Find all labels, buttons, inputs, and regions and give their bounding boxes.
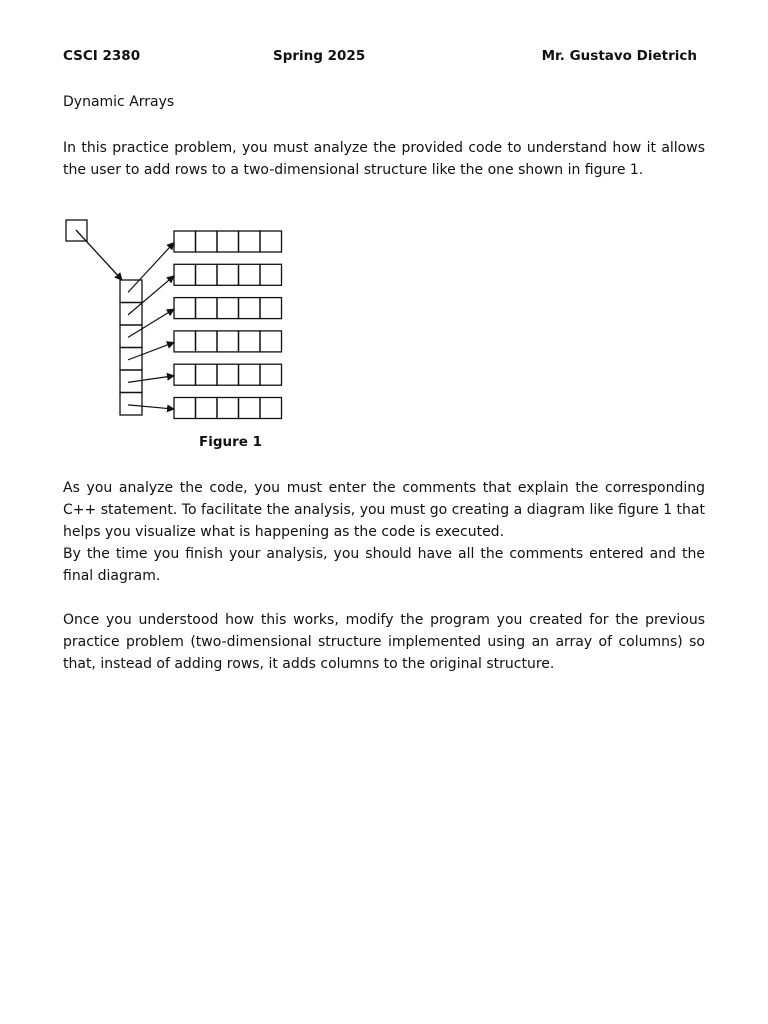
row-cell bbox=[196, 398, 218, 419]
course-code: CSCI 2380 bbox=[63, 48, 141, 64]
row-cell bbox=[239, 264, 261, 285]
row-cell bbox=[260, 298, 282, 319]
intro-paragraph: In this practice problem, you must analyze the provided code to understand how it allows the user to add rows to a two-dimensional structure like the one shown in figure 1. bbox=[63, 140, 705, 178]
row-cell bbox=[196, 298, 218, 319]
row-cell bbox=[174, 231, 196, 252]
analysis-text-1: As you analyze the code, you must enter the comments that explain the corresponding C++ statement. To facilitate the analysis, you must go creating a diagram like figure 1 that helps you visualize what is happening as the code is executed. bbox=[63, 480, 705, 540]
modify-paragraph: Once you understood how this works, modify the program you created for the previous practice problem (two-dimensional structure implemented using an array of columns) so that, instead of adding rows, it adds columns to the original structure. bbox=[63, 612, 705, 672]
row-pointer-arrow bbox=[128, 405, 174, 409]
row-cell bbox=[260, 264, 282, 285]
row-cell bbox=[239, 364, 261, 385]
pointer-array-cell bbox=[120, 393, 142, 416]
document-header bbox=[63, 48, 703, 68]
row-cell bbox=[217, 298, 239, 319]
analysis-paragraph bbox=[63, 477, 705, 587]
row-cell bbox=[217, 331, 239, 352]
row-pointer-arrow bbox=[128, 243, 174, 293]
instructor-name: Mr. Gustavo Dietrich bbox=[541, 48, 697, 64]
row-cell bbox=[239, 398, 261, 419]
row-cell bbox=[239, 331, 261, 352]
row-cell bbox=[217, 231, 239, 252]
row-cell bbox=[174, 364, 196, 385]
pointer-array-cell bbox=[120, 325, 142, 348]
row-cell bbox=[260, 331, 282, 352]
analysis-text-2: By the time you finish your analysis, you should have all the comments entered and the final diagram. bbox=[63, 546, 705, 584]
row-cell bbox=[174, 264, 196, 285]
row-pointer-arrow bbox=[128, 376, 174, 383]
row-cell bbox=[260, 364, 282, 385]
row-cell bbox=[174, 298, 196, 319]
row-cell bbox=[260, 398, 282, 419]
row-cell bbox=[196, 331, 218, 352]
row-cell bbox=[174, 398, 196, 419]
row-pointer-arrow bbox=[128, 276, 174, 315]
pointer-array-diagram bbox=[60, 200, 290, 425]
row-cell bbox=[196, 231, 218, 252]
row-pointer-arrow bbox=[128, 309, 174, 337]
row-cell bbox=[239, 298, 261, 319]
pointer-array-cell bbox=[120, 280, 142, 303]
row-cell bbox=[196, 364, 218, 385]
figure-caption: Figure 1 bbox=[199, 434, 263, 450]
head-pointer-arrow bbox=[76, 230, 122, 280]
figure-1-diagram bbox=[60, 200, 290, 425]
row-cell bbox=[239, 231, 261, 252]
row-cell bbox=[260, 231, 282, 252]
row-cell bbox=[217, 364, 239, 385]
row-cell bbox=[217, 398, 239, 419]
term-label: Spring 2025 bbox=[273, 48, 366, 64]
row-pointer-arrow bbox=[128, 342, 174, 359]
document-title: Dynamic Arrays bbox=[63, 94, 175, 110]
row-cell bbox=[217, 264, 239, 285]
row-cell bbox=[174, 331, 196, 352]
row-cell bbox=[196, 264, 218, 285]
